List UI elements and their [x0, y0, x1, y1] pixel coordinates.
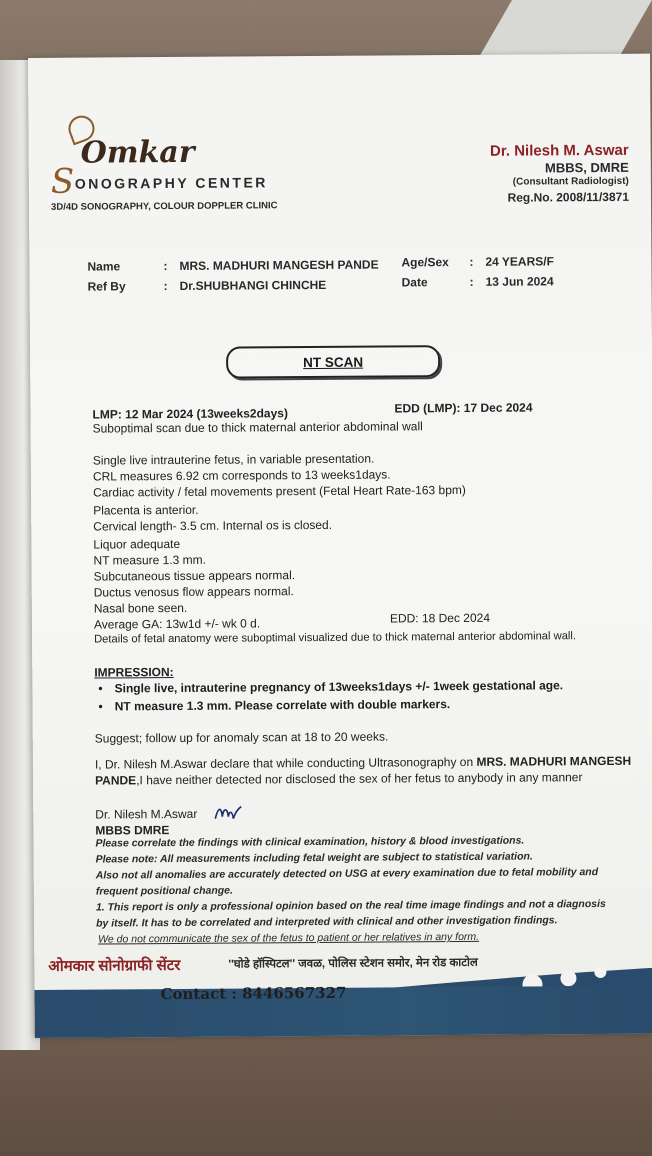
clinic-tagline: 3D/4D SONOGRAPHY, COLOUR DOPPLER CLINIC	[51, 200, 278, 213]
impression-item: • Single live, intrauterine pregnancy of 13weeks1days +/- 1week gestational age.	[98, 678, 563, 695]
refby-colon: :	[163, 279, 168, 294]
doctor-name: Dr. Nilesh M. Aswar	[489, 141, 629, 160]
report-title: NT SCAN	[303, 354, 364, 370]
finding-line: Ductus venosus flow appears normal.	[93, 584, 294, 600]
doctor-degree: MBBS, DMRE	[544, 159, 629, 176]
declaration-patient-surname: PANDE	[94, 773, 137, 788]
signatory-degree: MBBS DMRE	[95, 823, 170, 838]
declaration-patient: MRS. MADHURI MANGESH	[476, 753, 632, 769]
logo-script: Omkar	[80, 134, 195, 171]
finding-line: Suboptimal scan due to thick maternal anterior abdominal wall	[92, 419, 423, 436]
referring-doctor: Dr.SHUBHANGI CHINCHE	[179, 277, 327, 293]
date-colon: :	[469, 274, 474, 289]
date-label: Date	[401, 275, 428, 290]
edd-us: EDD: 18 Dec 2024	[389, 610, 491, 626]
declaration-text: ,I have neither detected nor disclosed the sex of her fetus to anybody in any manner	[136, 770, 583, 788]
disclaimer-line: Also not all anomalies are accurately detected on USG at every examination due to fetal mobility and	[95, 866, 599, 882]
finding-line: Cervical length- 3.5 cm. Internal os is closed.	[93, 517, 333, 534]
name-colon: :	[163, 259, 168, 274]
declaration-line-1	[95, 754, 631, 772]
doctor-role: (Consultant Radiologist)	[512, 175, 629, 188]
agesex-colon: :	[469, 254, 474, 269]
disclaimer-line: frequent positional change.	[95, 884, 233, 898]
signatory-name: Dr. Nilesh M.Aswar	[95, 806, 198, 822]
finding-line: CRL measures 6.92 cm corresponds to 13 weeks1days.	[92, 467, 391, 484]
lmp: LMP: 12 Mar 2024 (13weeks2days)	[92, 406, 288, 422]
finding-line: Subcutaneous tissue appears normal.	[93, 568, 296, 584]
footer-center-name-hindi: ओमकार सोनोग्राफी सेंटर	[48, 956, 181, 975]
patient-age-sex: 24 YEARS/F	[485, 254, 554, 269]
finding-line: Cardiac activity / fetal movements present (Fetal Heart Rate-163 bpm)	[92, 482, 466, 500]
suggestion: Suggest; follow up for anomaly scan at 18 to 20 weeks.	[94, 729, 389, 746]
disclaimer-line: Please note: All measurements including fetal weight are subject to statistical variation.	[95, 850, 533, 866]
disclaimer-line: by itself. It has to be correlated and interpreted with clinical and other investigation findings.	[96, 914, 558, 930]
finding-line: Details of fetal anatomy were suboptimal visualized due to thick maternal anterior abdominal wall.	[94, 630, 577, 646]
edd-lmp: EDD (LMP): 17 Dec 2024	[394, 400, 533, 416]
declaration-text: I, Dr. Nilesh M.Aswar declare that while conducting Ultrasonography on	[94, 754, 477, 772]
disclaimer-line: 1. This report is only a professional opinion based on the real time image findings and not a diagnosis	[95, 897, 606, 914]
report-date: 13 Jun 2024	[485, 274, 554, 289]
impression-item: • NT measure 1.3 mm. Please correlate with double markers.	[98, 697, 450, 713]
no-sex-disclosure-note: We do not communicate the sex of the fetus to patient or her relatives in any form.	[98, 930, 480, 946]
impression-heading: IMPRESSION:	[94, 664, 174, 680]
footer-contact: Contact : 8446567327	[160, 983, 347, 1004]
finding-line: Average GA: 13w1d +/- wk 0 d.	[93, 616, 261, 632]
refby-label: Ref By	[87, 279, 126, 294]
background-table-bottom	[0, 1020, 652, 1156]
finding-line: Placenta is anterior.	[93, 502, 199, 518]
finding-line: Single live intrauterine fetus, in variable presentation.	[92, 451, 375, 468]
finding-line: Nasal bone seen.	[93, 600, 188, 616]
footer-address-hindi: ''घोडे हॉस्पिटल'' जवळ, पोलिस स्टेशन समोर, मेन रोड काटोल	[228, 956, 478, 971]
report-title-box	[226, 345, 440, 378]
logo-initial: S	[50, 161, 75, 202]
agesex-label: Age/Sex	[401, 255, 449, 270]
center-name: ONOGRAPHY CENTER	[74, 174, 268, 192]
declaration-line-2	[95, 770, 582, 787]
doctor-registration: Reg.No. 2008/11/3871	[507, 189, 630, 205]
disclaimer-line: Please correlate the findings with clinical examination, history & blood investigations.	[95, 834, 525, 850]
finding-line: NT measure 1.3 mm.	[93, 552, 207, 568]
finding-line: Liquor adequate	[93, 536, 181, 552]
name-label: Name	[87, 259, 121, 274]
report-page	[28, 54, 652, 1038]
signature-mark	[213, 803, 243, 825]
patient-name: MRS. MADHURI MANGESH PANDE	[179, 257, 379, 273]
